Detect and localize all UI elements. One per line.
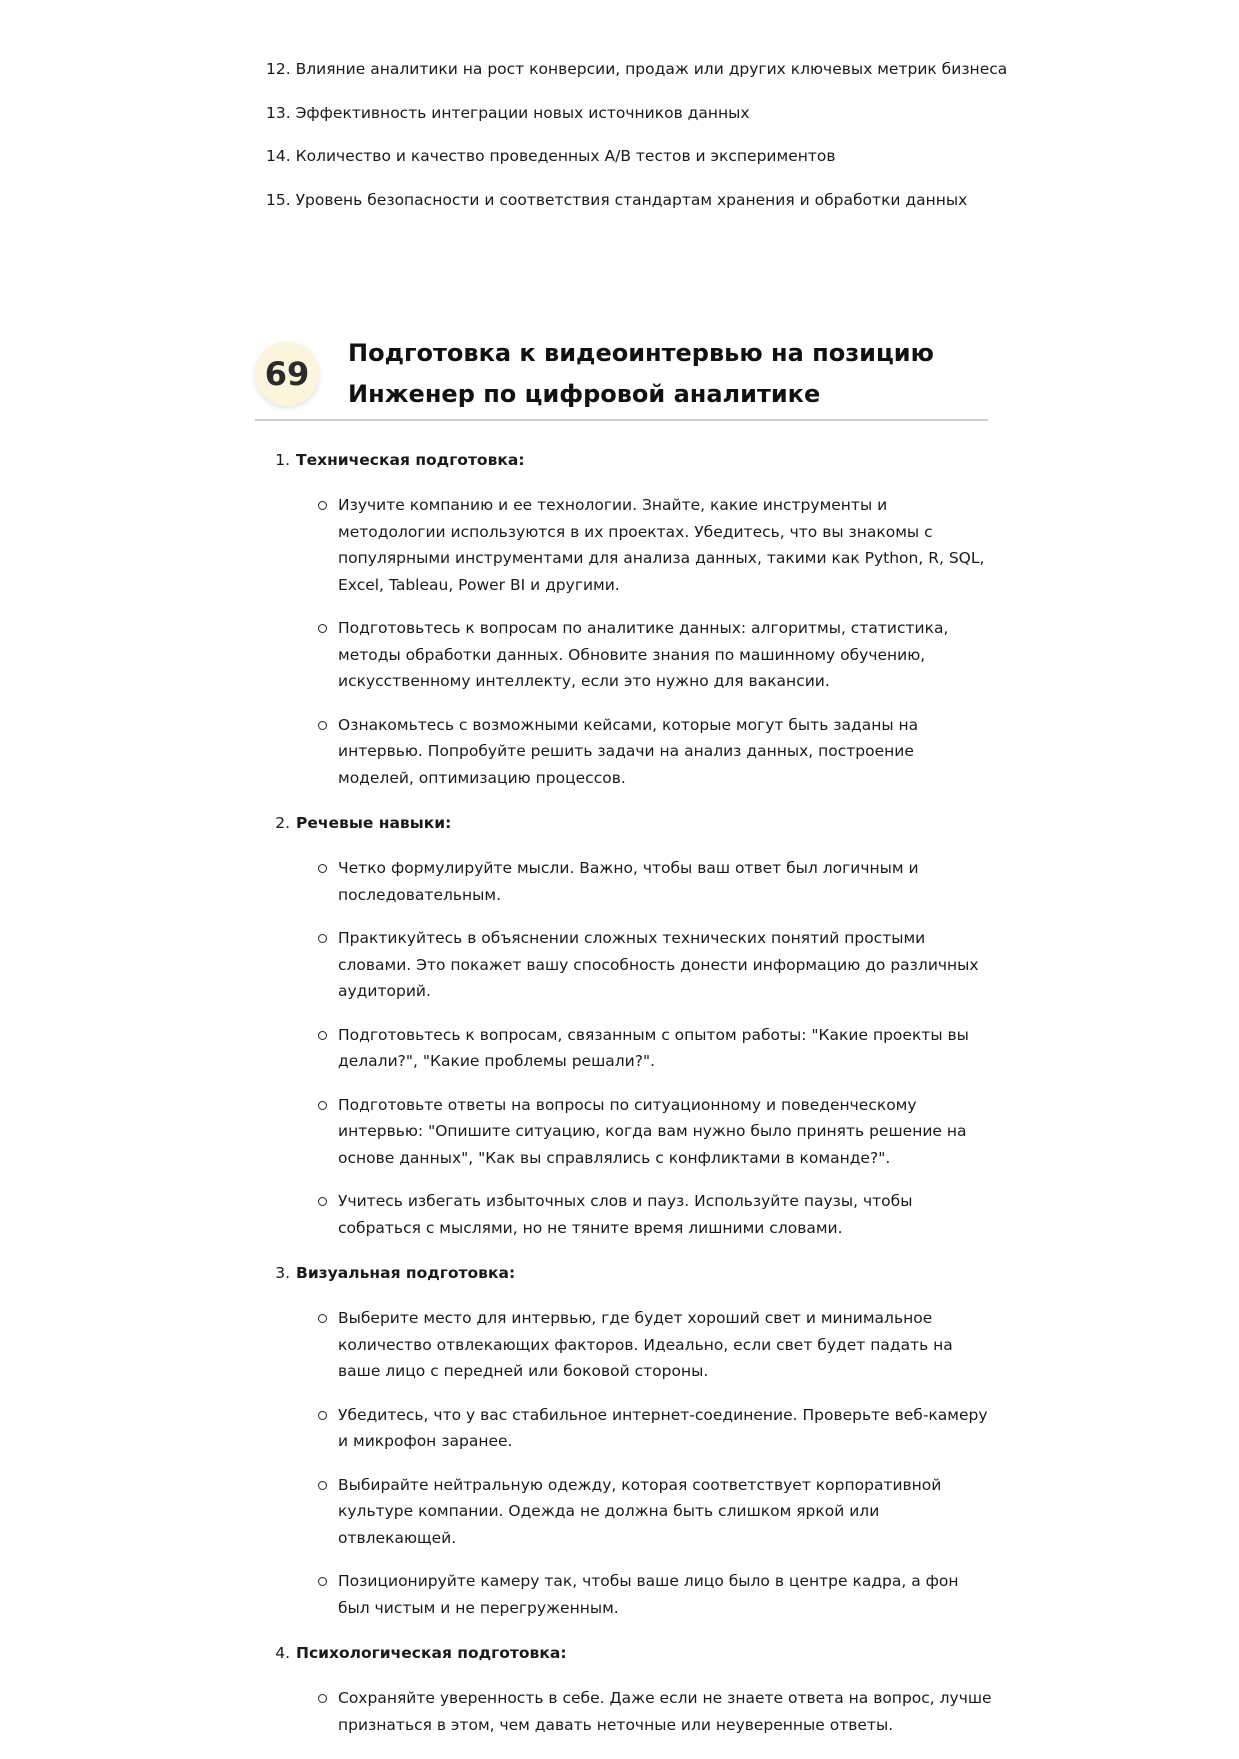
section-header	[255, 325, 988, 421]
section-number-badge: 69	[255, 342, 319, 406]
bullet-text: Практикуйтесь в объяснении сложных технических понятий простыми словами. Это покажет вашу способность донести информацию до различных аудиторий.	[338, 929, 979, 1000]
bullet-text: Изучите компанию и ее технологии. Знайте, какие инструменты и методологии используются в их проектах. Убедитесь, что вы знакомы с популярными инструментами для анализа данных, такими как Python, R, SQL, Excel, Tableau, Power BI и другими.	[338, 496, 985, 594]
bullet-text: Ознакомьтесь с возможными кейсами, которые могут быть заданы на интервью. Попробуйте решить задачи на анализ данных, построение моделей, оптимизацию процессов.	[338, 715, 919, 787]
bullet-item	[272, 1092, 992, 1172]
bullet-text: Подготовьтесь к вопросам, связанным с опытом работы: "Какие проекты вы делали?", "Какие проблемы решали?".	[338, 1025, 969, 1070]
bullet-text: Четко формулируйте мысли. Важно, чтобы ваш ответ был логичным и последовательным.	[338, 859, 919, 904]
bullet-item	[272, 492, 992, 598]
preparation-item	[272, 1642, 992, 1738]
circle-bullet-icon	[318, 864, 327, 873]
list-item-text: Влияние аналитики на рост конверсии, продаж или других ключевых метрик бизнеса	[295, 60, 1008, 78]
bullet-item	[272, 1402, 992, 1455]
bullet-item	[272, 615, 992, 695]
list-item-text: Эффективность интеграции новых источников данных	[295, 103, 750, 122]
circle-bullet-icon	[318, 1314, 327, 1323]
item-number: 2.	[275, 814, 290, 832]
bullet-item	[272, 855, 992, 908]
section-title-line1: Подготовка к видеоинтервью на позицию	[348, 339, 934, 367]
bullet-list	[272, 1305, 992, 1621]
list-item-number: 12.	[266, 60, 291, 78]
list-item-number: 15.	[266, 190, 291, 209]
bullet-item	[272, 925, 992, 1005]
list-item-number: 14.	[266, 147, 291, 165]
item-number: 1.	[275, 451, 290, 469]
circle-bullet-icon	[318, 1411, 327, 1420]
list-item	[266, 189, 1006, 211]
circle-bullet-icon	[318, 934, 327, 943]
bullet-text: Подготовьте ответы на вопросы по ситуационному и поведенческому интервью: "Опишите ситуацию, когда вам нужно было принять решение на основе данных", "Как вы справлялись с конфликтами в команде?".	[338, 1095, 967, 1167]
circle-bullet-icon	[318, 1481, 327, 1490]
item-title: Психологическая подготовка:	[296, 1644, 567, 1662]
list-item	[266, 58, 1006, 80]
bullet-item	[272, 1022, 992, 1075]
circle-bullet-icon	[318, 1101, 327, 1110]
bullet-text: Выберите место для интервью, где будет хороший свет и минимальное количество отвлекающих факторов. Идеально, если свет будет падать на ваше лицо с передней или боковой стороны.	[338, 1309, 953, 1380]
bullet-item	[272, 1305, 992, 1385]
circle-bullet-icon	[318, 501, 327, 510]
circle-bullet-icon	[318, 624, 327, 633]
bullet-item	[272, 1472, 992, 1552]
section-title	[348, 333, 968, 415]
circle-bullet-icon	[318, 1577, 327, 1586]
preparation-list	[272, 449, 992, 1759]
bullet-item	[272, 1568, 992, 1621]
list-item-text: Количество и качество проведенных A/B тестов и экспериментов	[295, 147, 836, 165]
bullet-text: Убедитесь, что у вас стабильное интернет-соединение. Проверьте веб-камеру и микрофон заранее.	[338, 1405, 988, 1450]
bullet-list	[272, 855, 992, 1241]
section-title-line2: Инженер по цифровой аналитике	[348, 380, 821, 408]
list-item	[266, 145, 1006, 167]
item-title: Визуальная подготовка:	[296, 1264, 516, 1282]
continued-metrics-list	[266, 58, 1006, 232]
circle-bullet-icon	[318, 1031, 327, 1040]
circle-bullet-icon	[318, 1694, 327, 1703]
bullet-item	[272, 1685, 992, 1738]
preparation-item	[272, 449, 992, 791]
bullet-text: Позиционируйте камеру так, чтобы ваше лицо было в центре кадра, а фон был чистым и не перегруженным.	[338, 1572, 959, 1617]
bullet-text: Подготовьтесь к вопросам по аналитике данных: алгоритмы, статистика, методы обработки данных. Обновите знания по машинному обучению, искусственному интеллекту, если это нужно для вакансии.	[338, 619, 949, 690]
item-title: Речевые навыки:	[296, 814, 452, 832]
item-number: 4.	[275, 1644, 290, 1662]
preparation-item	[272, 1262, 992, 1621]
bullet-list	[272, 1685, 992, 1738]
list-item-number: 13.	[266, 103, 291, 122]
bullet-text: Сохраняйте уверенность в себе. Даже если не знаете ответа на вопрос, лучше признаться в этом, чем давать неточные или неуверенные ответы.	[338, 1689, 992, 1734]
bullet-text: Учитесь избегать избыточных слов и пауз. Используйте паузы, чтобы собраться с мыслями, но не тяните время лишними словами.	[338, 1192, 913, 1237]
list-item-text: Уровень безопасности и соответствия стандартам хранения и обработки данных	[295, 190, 968, 209]
preparation-item	[272, 812, 992, 1241]
bullet-text: Выбирайте нейтральную одежду, которая соответствует корпоративной культуре компании. Одежда не должна быть слишком яркой или отвлекающей.	[338, 1475, 942, 1547]
bullet-item	[272, 712, 992, 792]
list-item	[266, 102, 1006, 124]
circle-bullet-icon	[318, 1197, 327, 1206]
item-title: Техническая подготовка:	[296, 451, 525, 469]
item-number: 3.	[275, 1264, 290, 1282]
bullet-item	[272, 1188, 992, 1241]
bullet-list	[272, 492, 992, 791]
circle-bullet-icon	[318, 721, 327, 730]
